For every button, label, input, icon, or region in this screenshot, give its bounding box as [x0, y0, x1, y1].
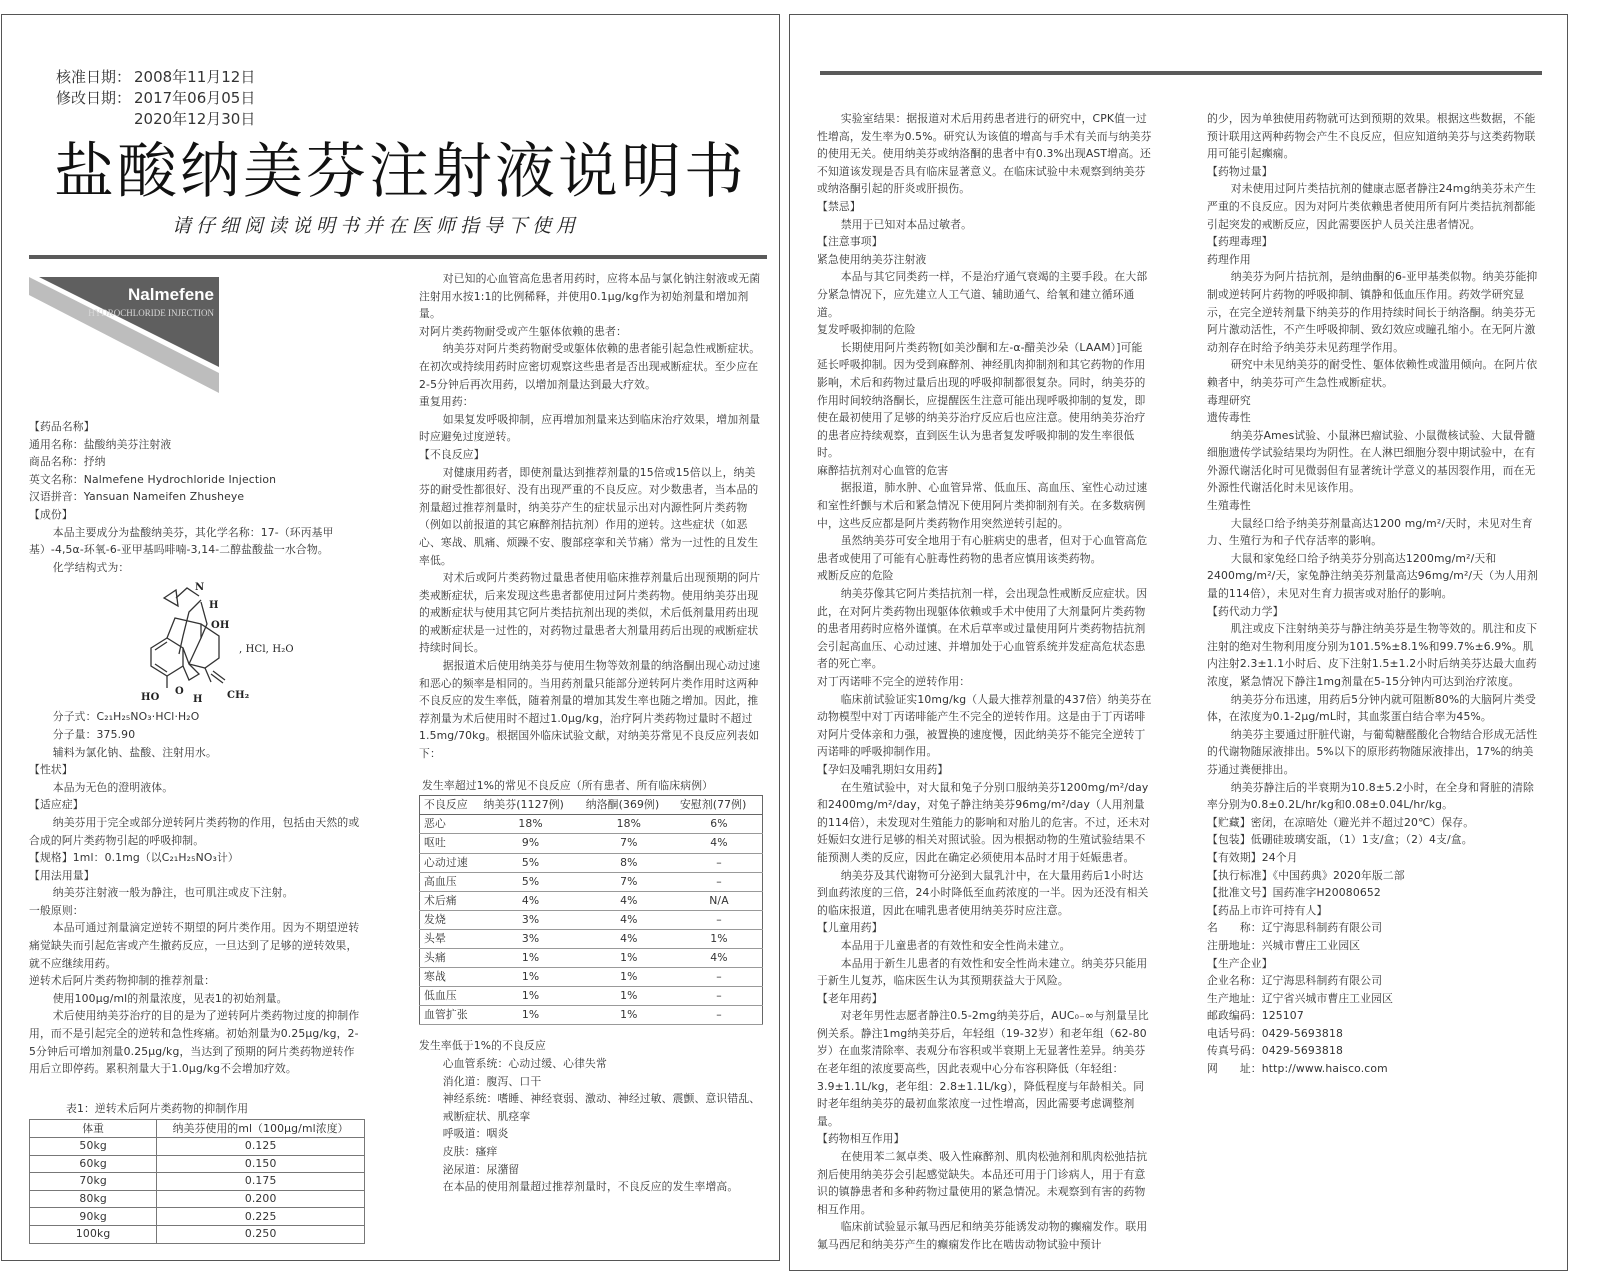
text-line: 【包装】低硼硅玻璃安瓿，（1）1支/盒；（2）4支/盒。: [1207, 833, 1473, 847]
paragraph: 分子量：375.90: [52, 727, 136, 741]
list-item: 皮肤：瘙痒: [442, 1144, 498, 1158]
text-line: 【批准文号】国药准字H20080652: [1207, 886, 1381, 900]
table-cell: 头晕: [420, 929, 480, 948]
section-heading: 【药物相互作用】: [817, 1132, 905, 1146]
text-line: 生殖毒性: [1207, 499, 1251, 513]
text-line: 【规格】1ml：0.1mg（以C₂₁H₂₅NO₃计）: [29, 851, 239, 865]
adverse-reaction-table: [419, 795, 763, 1025]
paragraph: 术后使用纳美芬治疗的目的是为了逆转阿片类药物过度的抑制作用，而不是引起完全的逆转和急性疼痛。初始剂量为0.25μg/kg，2-5分钟后可增加剂量0.25μg/kg，当达到了预期的阿片类药物逆转作用后立即停药。累积剂量大于1.0μg/kg不会增加疗效。: [29, 1009, 360, 1076]
table-cell: 4%: [676, 948, 763, 967]
table-cell: 7%: [582, 834, 676, 853]
text-line: 【有效期】24个月: [1207, 850, 1298, 864]
table-cell: 0.200: [157, 1190, 365, 1208]
table-cell: 高血压: [420, 872, 480, 891]
table-cell: 4%: [479, 891, 581, 910]
table-header-row: [30, 1120, 365, 1138]
paragraph: 禁用于已知对本品过敏者。: [840, 217, 973, 231]
table-row: [420, 910, 763, 929]
table-row: [420, 891, 763, 910]
table-cell: 0.250: [157, 1225, 365, 1243]
paragraph: 纳美芬Ames试验、小鼠淋巴瘤试验、小鼠微核试验、大鼠骨髓细胞遗传学试验结果均为阴性。在人淋巴细胞分裂中期试验中，在有外源代谢活化时可见微弱但有显著统计学意义的基因裂作用，而在无外源性代谢活化时未见该作用。: [1207, 428, 1536, 495]
document-title: 盐酸纳美芬注射液说明书: [54, 137, 747, 207]
text-line: 汉语拼音：Yansuan Nameifen Zhusheye: [29, 490, 245, 504]
left-column-2: [419, 270, 764, 1204]
table-header-cell: 不良反应: [420, 796, 480, 815]
table-row: [420, 853, 763, 872]
paragraph: 纳美芬为阿片拮抗剂，是纳曲酮的6-亚甲基类似物。纳美芬能抑制或逆转阿片药物的呼吸抑制、镇静和低血压作用。药效学研究显示，在完全逆转剂量下纳美芬的作用持续时间长于纳洛酮。纳美芬无阿片激动活性，不产生呼吸抑制、致幻效应或瞳孔缩小。在无阿片激动剂存在时给予纳美芬未见药理学作用。: [1207, 270, 1538, 354]
dosage-table: [29, 1119, 365, 1243]
structure-label: , HCl, H₂O: [239, 644, 294, 656]
paragraph: 研究中未见纳美芬的耐受性、躯体依赖性或滥用倾向。在阿片依赖者中，纳美芬可产生急性戒断症状。: [1207, 358, 1538, 389]
table-cell: 呕吐: [420, 834, 480, 853]
low-incidence-title: 发生率低于1%的不良反应: [419, 1039, 546, 1053]
approval-date: 2008年11月12日: [134, 68, 256, 86]
paragraph: 纳美芬像其它阿片类拮抗剂一样，会出现急性戒断反应症状。因此，在对阿片类药物出现躯体依赖或手术中使用了大剂量阿片类药物的患者用药时应格外谨慎。在术后草率或过量使用阿片类药物拮抗剂会引起高血压、心动过速、并增加处于心血管系统并发症高危状态患者的死亡率。: [817, 587, 1148, 671]
list-item: 泌尿道：尿潴留: [442, 1162, 520, 1176]
revision-date-label: 修改日期：: [56, 89, 132, 107]
table-cell: 100kg: [30, 1225, 157, 1243]
approval-date-label: 核准日期：: [56, 68, 132, 86]
table-cell: 0.125: [157, 1138, 365, 1156]
section-heading: 【老年用药】: [817, 991, 883, 1005]
structure-label: H: [209, 600, 219, 612]
paragraph: 化学结构式为：: [52, 560, 130, 574]
section-heading: 【用法用量】: [29, 868, 95, 882]
text-line: 网 址：http://www.haisco.com: [1207, 1062, 1388, 1076]
paragraph: 使用100μg/ml的剂量浓度，见表1的初始剂量。: [52, 991, 288, 1005]
paragraph: 纳美芬注射液一般为静注，也可肌注或皮下注射。: [52, 886, 294, 900]
table-row: [420, 948, 763, 967]
table-row: [420, 1006, 763, 1025]
section-heading: 【注意事项】: [817, 235, 883, 249]
paragraph: 对未使用过阿片类拮抗剂的健康志愿者静注24mg纳美芬未产生严重的不良反应。因为对阿片类依赖患者使用所有阿片类拮抗剂都能引起突发的戒断反应，因此需要医护人员关注患者情况。: [1207, 182, 1537, 231]
table-cell: 4%: [582, 929, 676, 948]
paragraph: 纳美芬及其代谢物可分泌到大鼠乳汁中，在大量用药后1小时达到血药浓度的三倍，24小时降低至血药浓度的一半。因为还没有相关的临床报道，因此在哺乳患者使用纳美芬时应注意。: [817, 868, 1149, 917]
table-cell: 8%: [582, 853, 676, 872]
text-line: 电话号码：0429-5693818: [1207, 1026, 1343, 1040]
table-cell: 1%: [479, 968, 581, 987]
table-cell: 80kg: [30, 1190, 157, 1208]
section-heading: 【性状】: [29, 763, 73, 777]
paragraph: 本品用于儿童患者的有效性和安全性尚未建立。: [840, 938, 1071, 952]
paragraph: 肌注或皮下注射纳美芬与静注纳美芬是生物等效的。肌注和皮下注射的绝对生物利用度分别为101.5%±8.1%和99.7%±6.9%。肌内注射2.3±1.1小时后、皮下注射1.5±1.2小时后纳美芬达最大血药浓度，紧急情况下静注1mg剂量在5-15分钟内可达到治疗浓度。: [1207, 622, 1538, 688]
table-cell: 1%: [582, 1006, 676, 1025]
table-cell: 1%: [676, 929, 763, 948]
banner-name: Nalmefene: [128, 285, 214, 304]
section-heading: 【适应症】: [29, 798, 84, 812]
table-cell: –: [676, 910, 763, 929]
table-row: [420, 987, 763, 1006]
text-line: 毒理研究: [1207, 393, 1251, 407]
table-cell: 3%: [479, 910, 581, 929]
paragraph: 纳美芬静注后的半衰期为10.8±5.2小时，在全身和肾脏的清除率分别为0.8±0.2L/hr/kg和0.08±0.04L/hr/kg。: [1207, 780, 1534, 812]
table-cell: 术后痛: [420, 891, 480, 910]
paragraph: 本品与其它同类药一样，不是治疗通气衰竭的主要手段。在大部分紧急情况下，应先建立人工气道、辅助通气、给氧和建立循环通道。: [817, 270, 1148, 319]
table-cell: 1%: [479, 1006, 581, 1025]
table-row: [30, 1138, 365, 1156]
list-item: 呼吸道：咽炎: [442, 1127, 509, 1141]
right-column-1: [817, 110, 1153, 1262]
table-header-cell: 安慰剂(77例): [676, 796, 763, 815]
table-header-cell: 纳美芬使用的ml（100μg/ml浓度）: [157, 1120, 365, 1138]
list-item: 心血管系统：心动过缓、心律失常: [442, 1056, 607, 1070]
text-line: 生产地址：辽宁省兴城市曹庄工业园区: [1207, 991, 1394, 1005]
left-column-1: [29, 418, 365, 1252]
table-cell: 1%: [582, 948, 676, 967]
table-cell: –: [676, 853, 763, 872]
table-cell: 0.150: [157, 1155, 365, 1173]
table1-caption: 表1：逆转术后阿片类药物的抑制作用: [66, 1101, 249, 1115]
table-cell: 4%: [582, 891, 676, 910]
paragraph: 据报道，肺水肿、心血管异常、低血压、高血压、室性心动过速和室性纤颤与术后和紧急情况下使用阿片类抑制剂有关。在多数病例中，这些反应都是阿片类药物作用突然逆转引起的。: [817, 481, 1148, 530]
section-heading: 【儿童用药】: [817, 921, 883, 935]
dates-block: [56, 67, 255, 130]
text-line: 一般原则：: [29, 903, 84, 917]
paragraph: 纳美芬主要通过肝脏代谢，与葡萄糖醛酸化合物结合形成无活性的代谢物随尿液排出。5%以下的原形药物随尿液排出，17%的纳美芬通过粪便排出。: [1207, 727, 1538, 776]
paragraph: 对老年男性志愿者静注0.5-2mg纳美芬后，AUC₀₋∞与剂量呈比例关系。静注1mg纳美芬后，年轻组（19-32岁）和老年组（62-80岁）在血浆清除率、表观分布容积或半衰期上无显著性差异。纳美芬在老年组的浓度要高些，因此表观中心分布容积降低（年轻组：3.9±1.1L/kg，老年组：2.8±1.1L/kg），降低程度与年龄相关。同时老年组纳美芬的最初血浆浓度一过性增高，因此需要考虑调整剂量。: [817, 1009, 1149, 1128]
chemical-structure-diagram: [29, 576, 365, 708]
table-row: [420, 968, 763, 987]
paragraph: 据报道术后使用纳美芬与使用生物等效剂量的纳洛酮出现心动过速和恶心的频率是相同的。当用药剂量只能部分逆转阿片类作用时这两种不良反应的发生率低，随着剂量的增加其发生率也随之增加。因此，推荐剂量为术后使用时不超过1.0μg/kg，治疗阿片类药物过量时不超过1.5mg/70kg。根据国外临床试验文献，对纳美芬常见不良反应列表如下：: [419, 659, 761, 761]
banner-sub: HYDROCHLORIDE INJECTION: [88, 308, 214, 318]
section-heading: 【药品名称】: [29, 420, 95, 433]
paragraph: 纳美芬用于完全或部分逆转阿片类药物的作用，包括由天然的或合成的阿片类药物引起的呼吸抑制。: [29, 815, 360, 847]
text-line: 商品名称：抒纳: [29, 455, 106, 469]
structure-label: OH: [211, 620, 230, 632]
text-line: 英文名称：Nalmefene Hydrochloride Injection: [29, 472, 277, 486]
table-cell: 3%: [479, 929, 581, 948]
section-heading: 【药理毒理】: [1207, 235, 1273, 249]
paragraph: 分子式：C₂₁H₂₅NO₃·HCl·H₂O: [52, 710, 200, 724]
low-incidence-reactions: [419, 1037, 764, 1195]
paragraph: 本品为无色的澄明液体。: [52, 780, 174, 794]
table-row: [420, 872, 763, 891]
paragraph: 大鼠经口给予纳美芬剂量高达1200 mg/m²/天时，未见对生育力、生殖行为和子代存活率的影响。: [1207, 516, 1533, 548]
leaflet-page-left: [1, 14, 780, 1261]
revision-date: 2017年06月05日: [134, 89, 256, 107]
text-line: 通用名称：盐酸纳美芬注射液: [29, 437, 172, 451]
table-cell: 头痛: [420, 948, 480, 967]
text-line: 遗传毒性: [1207, 411, 1251, 425]
text-line: 重复用药：: [419, 395, 474, 409]
table-cell: 0.225: [157, 1208, 365, 1226]
table-cell: 寒战: [420, 968, 480, 987]
paragraph: 虽然纳美芬可安全地用于有心脏病史的患者，但对于心血管高危患者或使用了可能有心脏毒性药物的患者应慎用该类药物。: [817, 534, 1148, 565]
table-cell: 5%: [479, 872, 581, 891]
paragraph: 如果复发呼吸抑制，应再增加剂量来达到临床治疗效果，增加剂量时应避免过度逆转。: [419, 412, 761, 444]
text-line: 戒断反应的危险: [817, 569, 894, 583]
section-heading: 【成份】: [29, 507, 73, 521]
text-line: 【药品上市许可持有人】: [1207, 903, 1328, 917]
revision-date: 2020年12月30日: [134, 110, 256, 128]
paragraph: 本品可通过剂量滴定逆转不期望的阿片类作用。因为不期望逆转痛觉缺失而引起危害或产生撤药反应，一旦达到了足够的逆转效果，就不应继续用药。: [29, 921, 360, 970]
table-cell: –: [676, 872, 763, 891]
text-line: 传真号码：0429-5693818: [1207, 1044, 1343, 1058]
table-cell: 70kg: [30, 1173, 157, 1191]
paragraph: 在生殖试验中，对大鼠和兔子分别口服纳美芬1200mg/m²/day和2400mg/m²/day，对兔子静注纳美芬96mg/m²/day（人用剂量的114倍），未发现对生殖能力的影响和对胎儿的危害。不过，还未对妊娠妇女进行足够的相关对照试验。因为根据动物的生殖试验结果不能预测人类的反应，因此在确定必须使用本品时才用于妊娠患者。: [817, 780, 1151, 864]
table-row: [30, 1225, 365, 1243]
table-header-cell: 纳洛酮(369例): [582, 796, 676, 815]
table-cell: 恶心: [420, 815, 480, 834]
list-item: 神经系统：嗜睡、神经衰弱、激动、神经过敏、震颤、意识错乱、戒断症状、肌痉挛: [442, 1092, 761, 1123]
table-cell: –: [676, 987, 763, 1006]
text-line: 名 称：辽宁海思科制药有限公司: [1207, 921, 1383, 935]
header-divider: [29, 255, 767, 259]
table-row: [420, 834, 763, 853]
structure-svg: [29, 576, 365, 708]
table-header-row: [420, 796, 763, 815]
table-cell: 90kg: [30, 1208, 157, 1226]
document-subtitle: 请仔细阅读说明书并在医师指导下使用: [172, 215, 581, 237]
table-cell: 1%: [582, 987, 676, 1006]
paragraph: 临床前试验证实10mg/kg（人最大推荐剂量的437倍）纳美芬在动物模型中对丁丙诺啡能产生不完全的逆转作用。这是由于丁丙诺啡对阿片受体亲和力强，被置换的速度慢，因此纳美芬不能完全逆转丁丙诺啡的呼吸抑制作用。: [817, 692, 1152, 759]
text-line: 复发呼吸抑制的危险: [817, 323, 916, 337]
table-cell: 7%: [582, 872, 676, 891]
paragraph: 辅料为氯化钠、盐酸、注射用水。: [52, 745, 217, 759]
table-cell: 4%: [582, 910, 676, 929]
table-cell: 5%: [479, 853, 581, 872]
table-cell: N/A: [676, 891, 763, 910]
table-header-cell: 体重: [30, 1120, 157, 1138]
table-cell: 血管扩张: [420, 1006, 480, 1025]
table-cell: 发烧: [420, 910, 480, 929]
structure-label: O: [175, 686, 184, 698]
text-line: 麻醉拮抗剂对心血管的危害: [817, 463, 949, 477]
table-cell: 心动过速: [420, 853, 480, 872]
table-row: [30, 1208, 365, 1226]
paragraph: 纳美芬对阿片类药物耐受或躯体依赖的患者能引起急性戒断症状。在初次或持续用药时应密切观察这些患者是否出现戒断症状。至少应在2-5分钟后再次用药，以增加剂量达到最大疗效。: [419, 342, 761, 391]
text-line: 紧急使用纳美芬注射液: [817, 252, 927, 266]
list-item: 在本品的使用剂量超过推荐剂量时，不良反应的发生率增高。: [442, 1180, 739, 1194]
section-heading: 【药物过量】: [1207, 164, 1273, 178]
section-heading: 【孕妇及哺乳期妇女用药】: [817, 762, 949, 776]
text-line: 邮政编码：125107: [1207, 1009, 1304, 1023]
paragraph: 本品主要成分为盐酸纳美芬，其化学名称：17-（环丙基甲基）-4,5α-环氧-6-亚甲基吗啡喃-3,14-二醇盐酸盐一水合物。: [29, 525, 334, 557]
table-cell: 18%: [479, 815, 581, 834]
text-line: 【生产企业】: [1207, 956, 1273, 970]
paragraph: 纳美芬分布迅速，用药后5分钟内就可阻断80%的大脑阿片类受体，在浓度为0.1-2μg/mL时，其血浆蛋白结合率为45%。: [1207, 692, 1536, 724]
structure-label: CH₂: [227, 690, 250, 702]
table-cell: 4%: [676, 834, 763, 853]
table-row: [420, 929, 763, 948]
paragraph: 临床前试验显示氟马西尼和纳美芬能诱发动物的癫痫发作。联用氟马西尼和纳美芬产生的癫痫发作比在啮齿动物试验中预计: [817, 1220, 1148, 1251]
paragraph: 对健康用药者，即使剂量达到推荐剂量的15倍或15倍以上，纳美芬的耐受性都很好、没有出现严重的不良反应。对少数患者，当本品的剂量超过推荐剂量时，纳美芬产生的症状显示出对内源性阿片类药物（例如以前报道的其它麻醉剂拮抗剂）作用的逆转。这些症状（如恶心、寒战、肌痛、烦躁不安、腹部痉挛和关节痛）常为一过性的且发生率低。: [419, 465, 759, 567]
adverse-table-caption: 发生率超过1%的常见不良反应（所有患者、所有临床病例）: [422, 778, 714, 792]
text-line: 的少，因为单独使用药物就可达到预期的效果。根据这些数据，不能预计联用这两种药物会产生不良反应，但应知道纳美芬与这类药物联用可能引起癫痫。: [1207, 112, 1536, 161]
paragraph: 大鼠和家兔经口给予纳美芬分别高达1200mg/m²/天和2400mg/m²/天，家兔静注纳美芬剂量高达96mg/m²/天（为人用剂量的114倍），未见对生育力损害或对胎仔的影响。: [1207, 551, 1538, 601]
table-cell: 1%: [479, 987, 581, 1006]
table-cell: –: [676, 1006, 763, 1025]
table-row: [420, 815, 763, 834]
table-cell: 0.175: [157, 1173, 365, 1191]
paragraph: 对术后或阿片类药物过量患者使用临床推荐剂量后出现预期的阿片类戒断症状，后来发现这些患者都使用过阿片类药物。使用纳美芬出现的戒断症状与使用其它阿片类拮抗剂出现的类似，术后低剂量用药出现的戒断症状是一过性的，对药物过量患者大剂量用药后出现的戒断症状持续时间长。: [419, 571, 761, 655]
text-line: 逆转术后阿片类药物抑制的推荐剂量：: [29, 974, 216, 988]
structure-label: H: [193, 694, 203, 706]
table-cell: 6%: [676, 815, 763, 834]
table-row: [30, 1173, 365, 1191]
nalmefene-banner-logo: [29, 277, 219, 393]
text-line: 注册地址：兴城市曹庄工业园区: [1207, 938, 1361, 952]
table-cell: 1%: [479, 948, 581, 967]
paragraph: 在使用苯二氮卓类、吸入性麻醉剂、肌肉松弛剂和肌肉松弛拮抗剂后使用纳美芬会引起感觉缺失。本品还可用于门诊病人，用于有意识的镇静患者和多种药物过量使用的紧急情况。未观察到有害的药物相互作用。: [817, 1150, 1148, 1216]
table-cell: 9%: [479, 834, 581, 853]
text-line: 【贮藏】密闭，在凉暗处（避光并不超过20℃）保存。: [1207, 815, 1475, 829]
table-cell: –: [676, 968, 763, 987]
text-line: 【执行标准】《中国药典》2020年版二部: [1207, 868, 1405, 882]
table-header-cell: 纳美芬(1127例): [479, 796, 581, 815]
table-row: [30, 1190, 365, 1208]
table-cell: 低血压: [420, 987, 480, 1006]
paragraph: 实验室结果：据报道对术后用药患者进行的研究中，CPK值一过性增高，发生率为0.5%。研究认为该值的增高与手术有关而与纳美芬的使用无关。使用纳美芬或纳洛酮的患者中有0.3%出现AST增高。还不知道该发现是否具有临床显著意义。在临床试验中未观察到纳美芬或纳洛酮引起的肝炎或肝损伤。: [817, 112, 1152, 196]
table-cell: 50kg: [30, 1138, 157, 1156]
list-item: 消化道：腹泻、口干: [442, 1074, 542, 1088]
text-line: 药理作用: [1207, 252, 1251, 266]
section-heading: 【不良反应】: [419, 447, 485, 461]
structure-label: N: [195, 582, 205, 594]
text-line: 企业名称：辽宁海思科制药有限公司: [1207, 974, 1383, 988]
table-cell: 60kg: [30, 1155, 157, 1173]
table-cell: 1%: [582, 968, 676, 987]
paragraph: 本品用于新生儿患者的有效性和安全性尚未建立。纳美芬只能用于新生儿复苏，临床医生认为其预期获益大于风险。: [817, 956, 1148, 988]
text-line: 对阿片类药物耐受或产生躯体依赖的患者：: [419, 324, 627, 338]
paragraph: 长期使用阿片类药物[如美沙酮和左-α-醋美沙朵（LAAM）]可能延长呼吸抑制。因为受到麻醉剂、神经肌肉抑制剂和其它药物的作用影响，术后和药物过量后出现的呼吸抑制都很复杂。同时，纳美芬的作用时间较纳洛酮长，应提醒医生注意可能出现呼吸抑制的复发，即使在最初使用了足够的纳美芬治疗反应后也应注意。使用纳美芬治疗的患者应持续观察，直到医生认为患者复发呼吸抑制的发生率很低时。: [817, 340, 1146, 460]
structure-label: HO: [141, 692, 160, 704]
section-heading: 【药代动力学】: [1207, 604, 1284, 618]
right-column-2: [1207, 110, 1543, 1086]
table-cell: 18%: [582, 815, 676, 834]
leaflet-page-right: [789, 14, 1568, 1271]
table-row: [30, 1155, 365, 1173]
header-divider: [820, 71, 1542, 75]
section-heading: 【禁忌】: [817, 199, 861, 213]
text-line: 对丁丙诺啡不完全的逆转作用：: [817, 675, 971, 688]
paragraph: 对已知的心血管高危患者用药时，应将本品与氯化钠注射液或无菌注射用水按1:1的比例稀释，并使用0.1μg/kg作为初始剂量和增加剂量。: [419, 272, 761, 321]
